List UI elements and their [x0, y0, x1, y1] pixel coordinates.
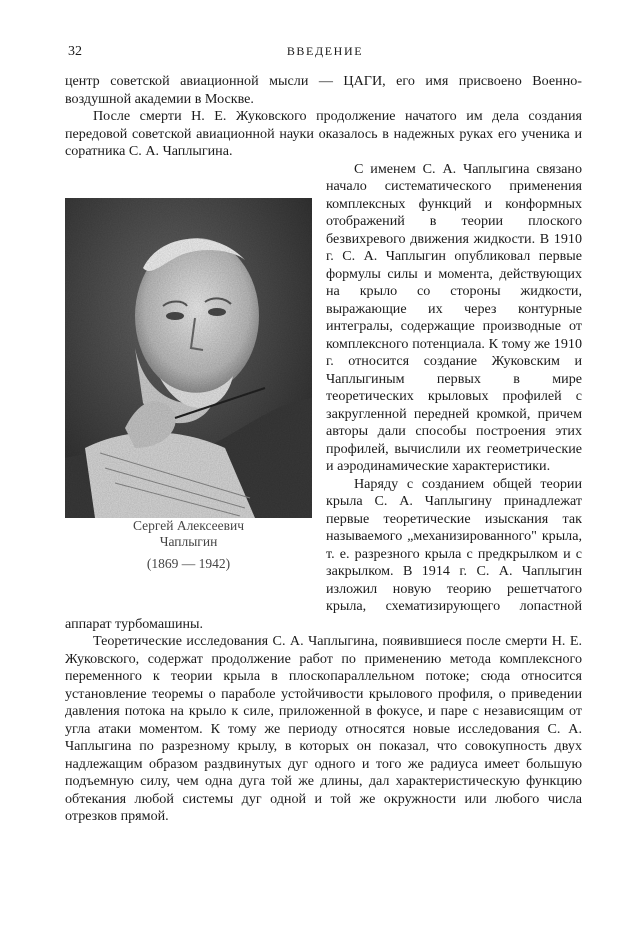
body-text — [65, 73, 582, 826]
portrait-photo — [65, 198, 312, 518]
portrait-caption — [65, 518, 312, 572]
chapter-title: ВВЕДЕНИЕ — [286, 44, 364, 58]
paragraph-complex-functions-text: С именем С. А. Чаплыгина связано начало систематического применения комплексных функций и конформных отображений в теории плоского безвихревого движения жидкости. В 1910 г. С. А. Чаплыгин опубликовал первые формулы силы и момента, действующих на крыло со стороны жидкости, выражающие их через контурные интегралы, содержащие производные от комплексного потенциала. К тому же 1910 г. относится создание Жуковским и Чаплыгиным первых в мире теоретических крыловых профилей с закругленной передней кромкой, причем авторы дали способы построения этих профилей, вычислили их геометрические и аэродинамические характеристики. — [326, 160, 582, 474]
caption-name-line1: Сергей Алексеевич — [132, 517, 245, 533]
caption-name-line2: Чаплыгин — [159, 533, 218, 549]
paragraph-continuation: центр советской авиационной мысли — ЦАГИ, его имя присвоено Военно-воздушной академии в Москве. — [65, 73, 582, 107]
running-head — [68, 44, 582, 64]
page-number: 32 — [68, 44, 82, 59]
paragraph-later-research: Теоретические исследования С. А. Чаплыгина, появившиеся после смерти Н. Е. Жуковского, содержат продолжение работ по применению метода комплексного переменного к теории крыла в плоскопараллельном потоке; сюда относится установление теоремы о параболе устойчивости крылового профиля, о приведении давления потока на крыло к силе, приложенной в фокусе, и паре с независящим от угла атаки моментом. К тому же периоду относятся новые исследования С. А. Чаплыгина по разрезному крылу, в которых он показал, что совокупность двух надлежащим образом раздвинутых дуг одного и того же радиуса имеет большую подъемную силу, чем одна дуга той же длины, дал характеристическую функцию обтекания любой системы дуг одной и той же окружности или любого числа отрезков прямой. — [65, 633, 582, 824]
paragraph-chaplygin-intro: После смерти Н. Е. Жуковского продолжение начатого им дела создания передовой советской авиационной науки оказалось в надежных руках его ученика и соратника С. А. Чаплыгина. — [65, 108, 582, 159]
caption-years: (1869 — 1942) — [146, 555, 231, 571]
paragraph-wing-theory: Наряду с созданием общей теории крыла С. А. Чаплыгину принадлежат первые теоретические изыскания так называемого „механизированного" крыла, т. е. разрезного крыла с предкрылком и с закрылком. В 1914 г. С. А. Чаплыгин изложил новую теорию решетчатого крыла, схематизирующего лопастной аппарат турбомашины. — [65, 475, 582, 632]
portrait-figure — [65, 198, 312, 602]
